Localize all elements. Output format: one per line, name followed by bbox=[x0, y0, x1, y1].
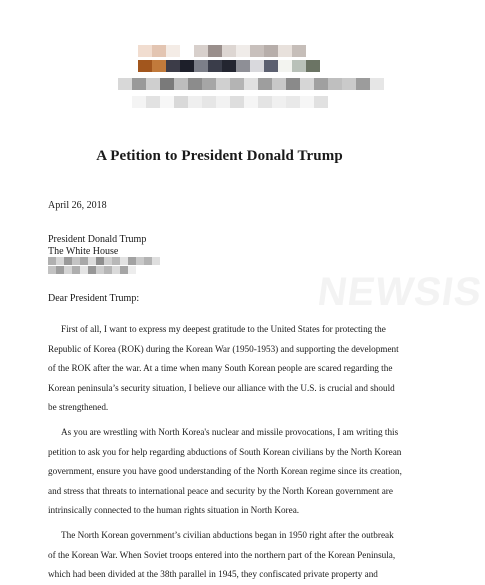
letter-date: April 26, 2018 bbox=[48, 200, 107, 211]
paragraph-3 bbox=[48, 526, 399, 585]
paragraph-line: petition to ask you for help regarding abductions of South Korean civilians by the North Korean bbox=[48, 446, 402, 457]
redacted-address-line-1 bbox=[48, 257, 160, 265]
salutation: Dear President Trump: bbox=[48, 293, 140, 304]
paragraph-line: of the Korean War. When Soviet troops entered into the northern part of the Korean Peninsula, bbox=[48, 549, 396, 560]
paragraph-line: The North Korean government’s civilian abductions began in 1950 right after the outbreak bbox=[61, 530, 394, 540]
redacted-letterhead-row-4 bbox=[132, 96, 342, 108]
paragraph-line: and stress that threats to international peace and security by the North Korean government are bbox=[48, 485, 393, 496]
paragraph-1 bbox=[48, 320, 399, 418]
paragraph-line: Republic of Korea (ROK) during the Korean War (1950-1953) and supporting the development bbox=[48, 343, 399, 354]
paragraph-line: Korean peninsula’s security situation, I believe our alliance with the U.S. is crucial and should bbox=[48, 382, 395, 393]
document-title: A Petition to President Donald Trump bbox=[96, 148, 343, 164]
paragraph-line: intrinsically connected to the human rights situation in North Korea. bbox=[48, 505, 300, 516]
redacted-letterhead-row-1 bbox=[138, 45, 320, 57]
paragraph-line: be strengthened. bbox=[48, 402, 109, 413]
paragraph-line: As you are wrestling with North Korea's nuclear and missile provocations, I am writing this bbox=[61, 427, 399, 437]
paragraph-line: which had been divided at the 38th parallel in 1945, they confiscated private property and bbox=[48, 569, 378, 580]
paragraph-line: First of all, I want to express my deepest gratitude to the United States for protecting the bbox=[61, 324, 386, 334]
redacted-address-line-2 bbox=[48, 266, 136, 274]
watermark: NEWSIS bbox=[314, 270, 485, 314]
recipient-name: President Donald Trump bbox=[48, 234, 147, 245]
paragraph-line: of the ROK after the war. At a time when many South Korean people are scared regarding the bbox=[48, 363, 393, 374]
redacted-letterhead-row-3 bbox=[118, 78, 398, 90]
paragraph-line: government, ensure you have good understanding of the North Korean regime since its creation, bbox=[48, 466, 402, 477]
redacted-letterhead-row-2 bbox=[138, 60, 320, 72]
recipient-organization: The White House bbox=[48, 246, 119, 257]
paragraph-2 bbox=[48, 423, 402, 521]
